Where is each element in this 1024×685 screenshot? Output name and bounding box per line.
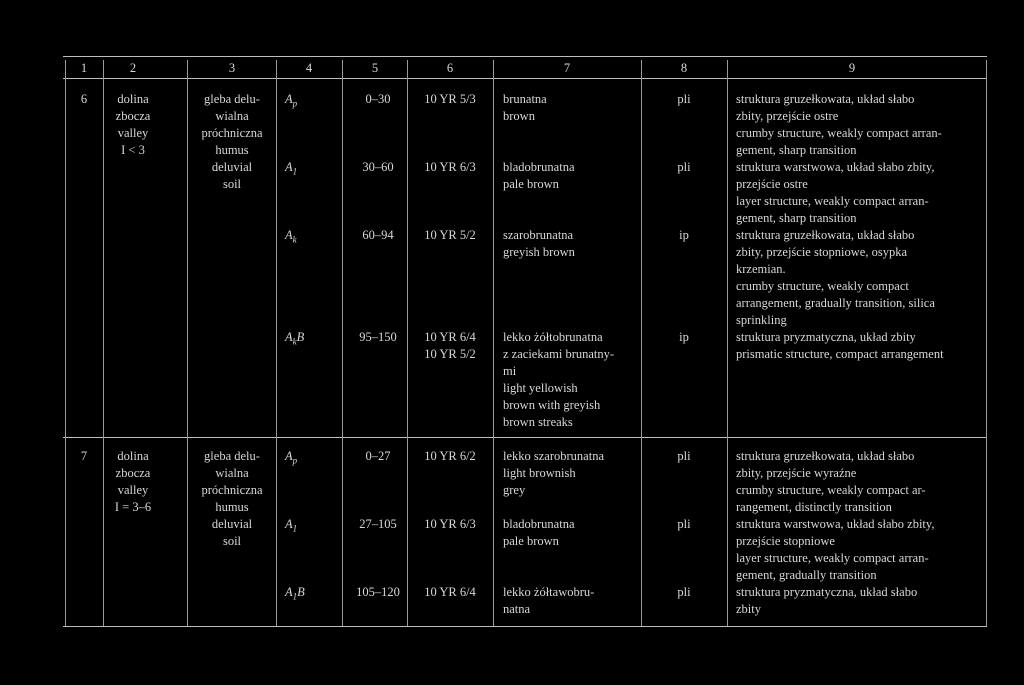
color-description-cell: brunatna <box>503 92 547 106</box>
munsell-color-cell: 10 YR 6/3 <box>424 517 476 531</box>
depth-cell: 27–105 <box>359 517 397 531</box>
soil-cell: gleba delu- <box>204 92 260 106</box>
soil-cell: humus <box>215 143 249 157</box>
texture-code-cell: pli <box>677 517 691 531</box>
munsell-color-cell: 10 YR 5/2 <box>424 347 476 361</box>
header-rule <box>63 78 987 79</box>
col-divider <box>65 60 66 626</box>
soil-cell: wialna <box>215 466 249 480</box>
structure-cell: struktura pryzmatyczna, układ zbity <box>736 330 916 344</box>
color-description-cell: light brownish <box>503 466 576 480</box>
soil-cell: próchniczna <box>201 483 263 497</box>
col-divider <box>727 60 728 626</box>
col-divider <box>493 60 494 626</box>
col-divider <box>641 60 642 626</box>
location-cell: zbocza <box>115 466 151 480</box>
col-divider <box>986 60 987 626</box>
horizon-cell: $A_1B$ <box>285 585 305 602</box>
location-cell: dolina <box>117 449 149 463</box>
structure-cell: crumby structure, weakly compact arran- <box>736 126 942 140</box>
location-cell: I = 3–6 <box>114 500 152 514</box>
structure-cell: crumby structure, weakly compact <box>736 279 909 293</box>
horizon-cell: $A_k$ <box>285 228 297 245</box>
color-description-cell: lekko szarobrunatna <box>503 449 605 463</box>
texture-code-cell: pli <box>677 92 691 106</box>
soil-cell: deluvial <box>211 517 253 531</box>
structure-cell: zbity, przejście ostre <box>736 109 839 123</box>
color-description-cell: grey <box>503 483 526 497</box>
depth-cell: 30–60 <box>362 160 394 174</box>
col-divider <box>103 60 104 626</box>
structure-cell: sprinkling <box>736 313 787 327</box>
col-header-9: 9 <box>848 61 856 75</box>
texture-code-cell: pli <box>677 585 691 599</box>
color-description-cell: pale brown <box>503 534 559 548</box>
col-header-4: 4 <box>305 61 313 75</box>
soil-cell: próchniczna <box>201 126 263 140</box>
soil-cell: soil <box>222 534 242 548</box>
structure-cell: layer structure, weakly compact arran- <box>736 194 929 208</box>
col-header-7: 7 <box>563 61 571 75</box>
structure-cell: struktura gruzełkowata, układ słabo <box>736 449 915 463</box>
color-description-cell: brown <box>503 109 535 123</box>
col-divider <box>407 60 408 626</box>
structure-cell: gement, gradually transition <box>736 568 877 582</box>
location-cell: valley <box>117 483 149 497</box>
structure-cell: zbity, przejście stopniowe, osypka <box>736 245 908 259</box>
color-description-cell: brown streaks <box>503 415 573 429</box>
structure-cell: przejście stopniowe <box>736 534 835 548</box>
depth-cell: 0–30 <box>365 92 391 106</box>
color-description-cell: bladobrunatna <box>503 160 575 174</box>
color-description-cell: lekko żółtobrunatna <box>503 330 603 344</box>
soil-cell: humus <box>215 500 249 514</box>
munsell-color-cell: 10 YR 6/3 <box>424 160 476 174</box>
horizon-cell: $A_p$ <box>285 449 298 466</box>
horizon-cell: $A_kB$ <box>285 330 305 347</box>
top-rule <box>63 56 987 57</box>
munsell-color-cell: 10 YR 6/4 <box>424 585 476 599</box>
structure-cell: struktura gruzełkowata, układ słabo <box>736 228 915 242</box>
color-description-cell: bladobrunatna <box>503 517 575 531</box>
depth-cell: 95–150 <box>359 330 397 344</box>
color-description-cell: pale brown <box>503 177 559 191</box>
munsell-color-cell: 10 YR 5/3 <box>424 92 476 106</box>
horizon-cell: $A_1$ <box>285 517 298 534</box>
texture-code-cell: ip <box>679 228 689 242</box>
soil-cell: gleba delu- <box>204 449 260 463</box>
structure-cell: struktura gruzełkowata, układ słabo <box>736 92 915 106</box>
depth-cell: 60–94 <box>362 228 394 242</box>
color-description-cell: light yellowish <box>503 381 578 395</box>
row-number: 7 <box>80 449 88 463</box>
soil-cell: soil <box>222 177 242 191</box>
soil-cell: deluvial <box>211 160 253 174</box>
col-header-1: 1 <box>80 61 88 75</box>
col-header-8: 8 <box>680 61 688 75</box>
structure-cell: crumby structure, weakly compact ar- <box>736 483 926 497</box>
munsell-color-cell: 10 YR 6/2 <box>424 449 476 463</box>
structure-cell: gement, sharp transition <box>736 143 857 157</box>
texture-code-cell: pli <box>677 160 691 174</box>
structure-cell: zbity, przejście wyraźne <box>736 466 857 480</box>
col-header-2: 2 <box>129 61 137 75</box>
col-divider <box>187 60 188 626</box>
structure-cell: krzemian. <box>736 262 786 276</box>
row-number: 6 <box>80 92 88 106</box>
location-cell: I < 3 <box>121 143 145 157</box>
col-divider <box>276 60 277 626</box>
depth-cell: 0–27 <box>365 449 391 463</box>
munsell-color-cell: 10 YR 6/4 <box>424 330 476 344</box>
structure-cell: struktura pryzmatyczna, układ słabo <box>736 585 918 599</box>
texture-code-cell: ip <box>679 330 689 344</box>
col-divider <box>342 60 343 626</box>
structure-cell: zbity <box>736 602 761 616</box>
color-description-cell: brown with greyish <box>503 398 601 412</box>
bottom-rule <box>63 626 987 627</box>
row-separator <box>63 437 987 438</box>
col-header-3: 3 <box>228 61 236 75</box>
location-cell: valley <box>117 126 149 140</box>
location-cell: dolina <box>117 92 149 106</box>
soil-cell: wialna <box>215 109 249 123</box>
location-cell: zbocza <box>115 109 151 123</box>
color-description-cell: mi <box>503 364 517 378</box>
depth-cell: 105–120 <box>356 585 400 599</box>
texture-code-cell: pli <box>677 449 691 463</box>
horizon-cell: $A_1$ <box>285 160 298 177</box>
color-description-cell: z zaciekami brunatny- <box>503 347 615 361</box>
color-description-cell: szarobrunatna <box>503 228 574 242</box>
color-description-cell: greyish brown <box>503 245 575 259</box>
col-header-5: 5 <box>371 61 379 75</box>
munsell-color-cell: 10 YR 5/2 <box>424 228 476 242</box>
structure-cell: arrangement, gradually transition, silica <box>736 296 935 310</box>
horizon-cell: $A_p$ <box>285 92 298 109</box>
col-header-6: 6 <box>446 61 454 75</box>
color-description-cell: lekko żółtawobru- <box>503 585 595 599</box>
structure-cell: prismatic structure, compact arrangement <box>736 347 944 361</box>
structure-cell: struktura warstwowa, układ słabo zbity, <box>736 517 935 531</box>
structure-cell: rangement, distinctly transition <box>736 500 892 514</box>
color-description-cell: natna <box>503 602 531 616</box>
structure-cell: przejście ostre <box>736 177 808 191</box>
structure-cell: gement, sharp transition <box>736 211 857 225</box>
structure-cell: struktura warstwowa, układ słabo zbity, <box>736 160 935 174</box>
structure-cell: layer structure, weakly compact arran- <box>736 551 929 565</box>
